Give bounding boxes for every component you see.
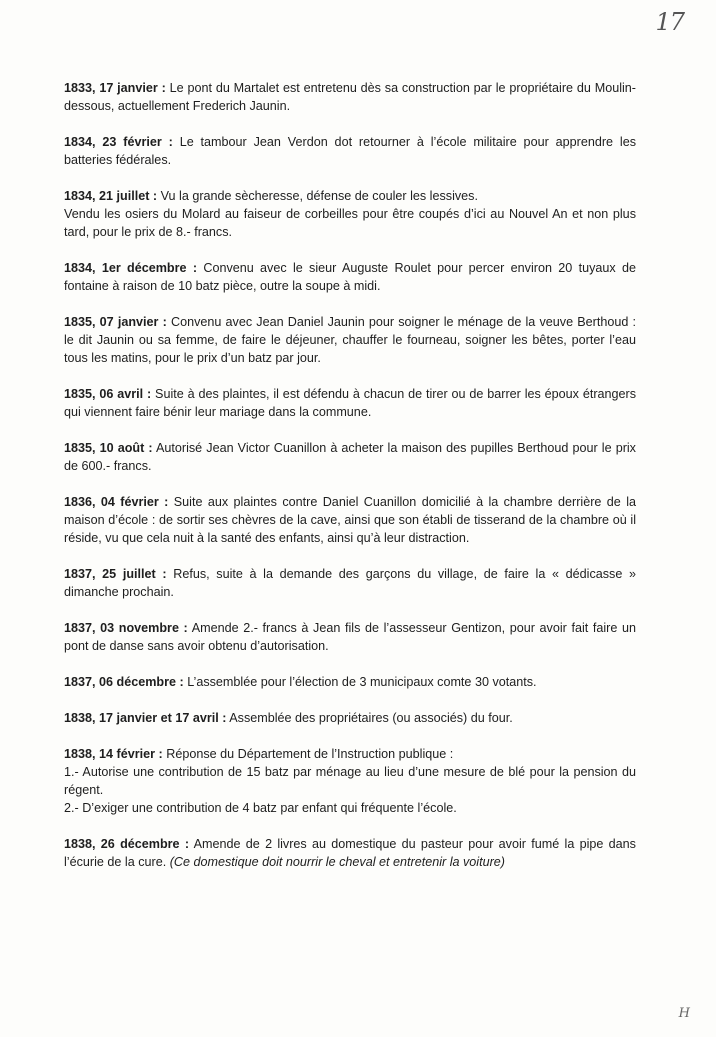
entry-1837-07-25: [64, 565, 636, 601]
entry-date: 1834, 1er décembre :: [64, 261, 198, 275]
footer-mark: H: [678, 1006, 690, 1021]
entry-1838-12-26: [64, 835, 636, 871]
entry-date: 1833, 17 janvier :: [64, 81, 166, 95]
entry-1834-02-23: [64, 133, 636, 169]
entry-text: Convenu avec le sieur Auguste Roulet pour percer environ 20 tuyaux de fontaine à raison de 10 batz pièce, outre la soupe à midi.: [64, 261, 637, 293]
entry-date: 1836, 04 février :: [64, 495, 169, 509]
entry-1838-01-17: [64, 709, 636, 727]
entry-note: (Ce domestique doit nourrir le cheval et entretenir la voiture): [169, 855, 505, 869]
entry-1835-04-06: [64, 385, 636, 421]
document-body: [64, 79, 636, 889]
entry-1836-02-04: [64, 493, 636, 547]
entry-text: Assemblée des propriétaires (ou associés) du four.: [229, 711, 513, 725]
entry-date: 1835, 06 avril :: [64, 387, 152, 401]
entry-text: Amende 2.- francs à Jean fils de l’assesseur Gentizon, pour avoir fait faire un pont de danse sans avoir obtenu d’autorisation.: [64, 621, 636, 653]
entry-date: 1837, 03 novembre :: [64, 621, 188, 635]
entry-text: Amende de 2 livres au domestique du pasteur pour avoir fumé la pipe dans l’écurie de la cure.: [64, 837, 636, 869]
entry-1837-12-06: [64, 673, 636, 691]
entry-text: Vu la grande sècheresse, défense de couler les lessives.: [160, 189, 478, 203]
entry-date: 1838, 26 décembre :: [64, 837, 190, 851]
entry-date: 1837, 25 juillet :: [64, 567, 167, 581]
entry-date: 1838, 14 février :: [64, 747, 163, 761]
entry-1837-11-03: [64, 619, 636, 655]
entry-date: 1837, 06 décembre :: [64, 675, 184, 689]
entry-1835-01-07: [64, 313, 636, 367]
entry-text: 2.- D’exiger une contribution de 4 batz par enfant qui fréquente l’école.: [64, 801, 457, 815]
entry-date: 1835, 10 août :: [64, 441, 153, 455]
entry-text: 1.- Autorise une contribution de 15 batz par ménage au lieu d’une mesure de blé pour la pension du régent.: [64, 765, 636, 797]
entry-text: Le pont du Martalet est entretenu dès sa construction par le propriétaire du Moulin-dessous, actuellement Frederich Jaunin.: [64, 81, 636, 113]
entry-date: 1835, 07 janvier :: [64, 315, 167, 329]
entry-text: Réponse du Département de l’Instruction publique :: [166, 747, 454, 761]
entry-1834-07-21: [64, 187, 636, 241]
entry-text: Vendu les osiers du Molard au faiseur de corbeilles pour être coupés d’ici au Nouvel An et non plus tard, pour le prix de 8.- francs.: [64, 207, 636, 239]
entry-date: 1838, 17 janvier et 17 avril :: [64, 711, 227, 725]
entry-text: Autorisé Jean Victor Cuanillon à acheter la maison des pupilles Berthoud pour le prix de 600.- francs.: [64, 441, 636, 473]
entry-text: L’assemblée pour l’élection de 3 municipaux comte 30 votants.: [187, 675, 537, 689]
entry-1834-12-01: [64, 259, 636, 295]
entry-text: Le tambour Jean Verdon dot retourner à l’école militaire pour apprendre les batteries fédérales.: [64, 135, 637, 167]
entry-1835-08-10: [64, 439, 636, 475]
entry-date: 1834, 21 juillet :: [64, 189, 158, 203]
entry-1833-01-17: [64, 79, 636, 115]
page-number: 17: [655, 8, 684, 36]
entry-text: Refus, suite à la demande des garçons du village, de faire la « dédicasse » dimanche prochain.: [64, 567, 636, 599]
entry-1838-02-14: [64, 745, 636, 817]
entry-text: Convenu avec Jean Daniel Jaunin pour soigner le ménage de la veuve Berthoud : le dit Jaunin ou sa femme, de faire le déjeuner, chauffer le fourneau, soigner les bêtes, porter l’eau tous les matins, pour le prix d’un batz par jour.: [64, 315, 636, 365]
entry-text: Suite aux plaintes contre Daniel Cuanillon domicilié à la chambre derrière de la maison d’école : de sortir ses chèvres de la cave, ainsi que son établi de tisserand de la chambre où il réside, vu que cela nuit à la santé des enfants, ainsi qu’à leur distraction.: [64, 495, 636, 545]
entry-date: 1834, 23 février :: [64, 135, 173, 149]
entry-text: Suite à des plaintes, il est défendu à chacun de tirer ou de barrer les époux étrangers qui viennent faire bénir leur mariage dans la commune.: [64, 387, 637, 419]
